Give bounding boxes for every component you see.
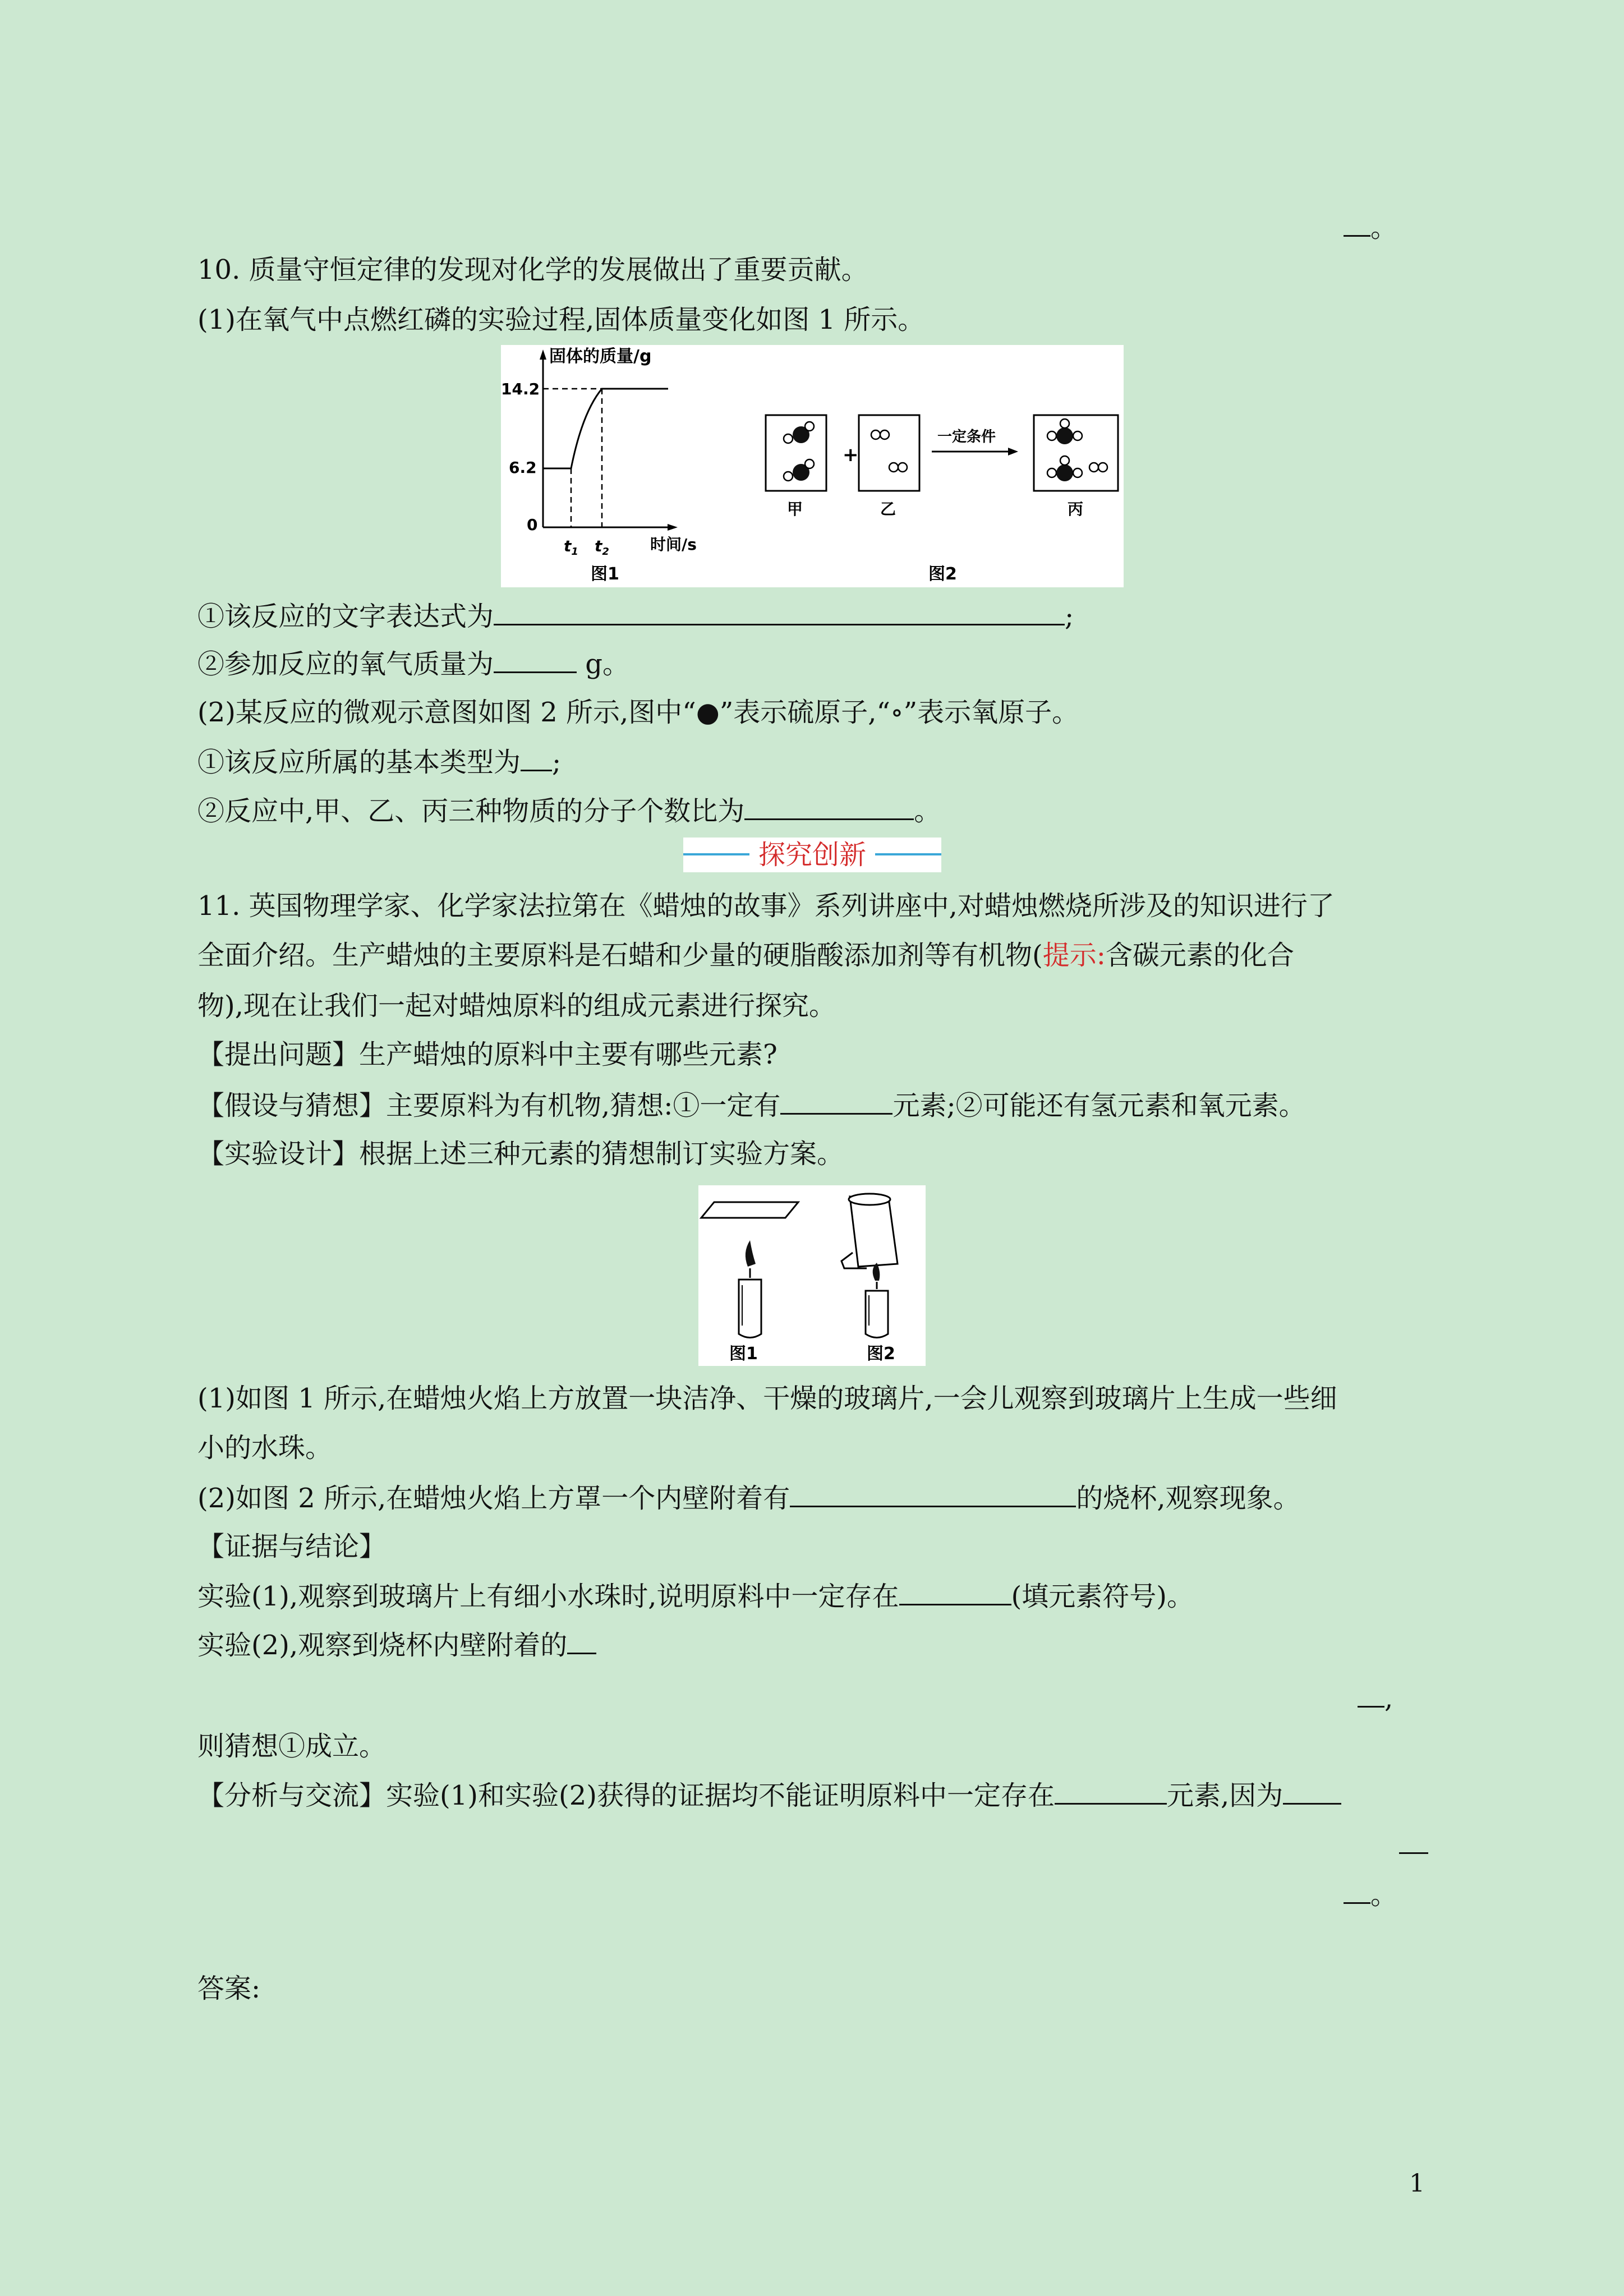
q11-step1-line1: (1)如图 1 所示,在蜡烛火焰上方放置一块洁净、干燥的玻璃片,一会儿观察到玻璃片上生成一些细 — [197, 1383, 1337, 1414]
answer-blank[interactable] — [1344, 210, 1370, 237]
beaker-coating-blank[interactable] — [790, 1481, 1076, 1507]
q10-title: 10. 质量守恒定律的发现对化学的发展做出了重要贡献。 — [197, 254, 868, 286]
q10-1-a: ①该反应的文字表达式为 ; — [197, 599, 1074, 633]
q11-step1-line2: 小的水珠。 — [197, 1432, 333, 1464]
x-tick-t1: $t_1$ — [564, 537, 578, 558]
label-jia: 甲 — [787, 500, 803, 518]
page-number: 1 — [1409, 2169, 1425, 2198]
q11-step2: (2)如图 2 所示,在蜡烛火焰上方罩一个内壁附着有 的烧杯,观察现象。 — [197, 1481, 1300, 1515]
reaction-condition: 一定条件 — [937, 429, 996, 445]
figure2-caption: 图2 — [928, 564, 957, 584]
section-header: 探究创新 — [683, 838, 941, 872]
q11-evidence-1: 实验(1),观察到玻璃片上有细小水珠时,说明原料中一定存在 (填元素符号)。 — [197, 1579, 1194, 1613]
y-axis-label: 固体的质量/g — [549, 347, 652, 366]
element-blank-1[interactable] — [780, 1088, 892, 1115]
label-yi: 乙 — [880, 500, 896, 518]
reason-blank-line2 — [1399, 1828, 1428, 1862]
q10-part2-text: (2)某反应的微观示意图如图 2 所示,图中“●”表示硫原子,“∘”表示氧原子。 — [197, 697, 1079, 728]
element-blank-2[interactable] — [1055, 1778, 1167, 1805]
q11-analysis: 【分析与交流】实验(1)和实验(2)获得的证据均不能证明原料中一定存在 元素,因为 — [197, 1778, 1341, 1812]
y-tick-14-2: 14.2 — [501, 380, 540, 398]
reason-blank-line3: 。 — [1344, 1878, 1397, 1912]
plus-sign: + — [843, 444, 859, 466]
y-tick-0: 0 — [527, 516, 538, 534]
continued-answer-blank: 。 — [1344, 210, 1397, 245]
observation-blank-end: , — [1358, 1681, 1393, 1715]
q10-2-b: ②反应中,甲、乙、丙三种物质的分子个数比为 。 — [197, 794, 941, 828]
molecule-ratio-blank[interactable] — [744, 794, 914, 820]
q11-hypothesis: 【假设与猜想】主要原料为有机物,猜想:①一定有 元素;②可能还有氢元素和氧元素。 — [197, 1088, 1306, 1122]
candle-fig2-caption: 图2 — [867, 1344, 895, 1364]
q10-figure — [501, 345, 1124, 587]
element-symbol-blank[interactable] — [899, 1579, 1011, 1605]
y-tick-6-2: 6.2 — [509, 458, 537, 477]
q11-question: 【提出问题】生产蜡烛的原料中主要有哪些元素? — [197, 1039, 778, 1070]
q11-design: 【实验设计】根据上述三种元素的猜想制订实验方案。 — [197, 1138, 844, 1170]
figure1-caption: 图1 — [591, 564, 619, 584]
answer-label: 答案: — [197, 1973, 261, 2004]
label-bing: 丙 — [1068, 500, 1084, 518]
q11-conclusion: 则猜想①成立。 — [197, 1731, 387, 1762]
candle-fig1-caption: 图1 — [729, 1344, 758, 1364]
candle-figure — [698, 1185, 926, 1366]
q11-line-3: 物),现在让我们一起对蜡烛原料的组成元素进行探究。 — [197, 990, 836, 1022]
reason-blank-continued[interactable] — [1399, 1828, 1428, 1854]
x-axis-label: 时间/s — [650, 535, 697, 554]
glass-plate-setup — [701, 1202, 798, 1364]
q11-line-2: 全面介绍。生产蜡烛的主要原料是石蜡和少量的硬脂酸添加剂等有机物(提示:含碳元素的化合 — [197, 940, 1294, 971]
q10-1-b: ②参加反应的氧气质量为 g。 — [197, 647, 629, 681]
reaction-type-blank[interactable] — [521, 745, 552, 771]
q11-line-1: 11. 英国物理学家、化学家法拉第在《蜡烛的故事》系列讲座中,对蜡烛燃烧所涉及的知识进行了 — [197, 890, 1335, 922]
q11-evidence-2: 实验(2),观察到烧杯内壁附着的 — [197, 1628, 596, 1662]
x-tick-t2: $t_2$ — [595, 537, 609, 558]
oxygen-mass-blank[interactable] — [494, 647, 577, 673]
mass-time-graph — [501, 347, 697, 584]
q10-2-a: ①该反应所属的基本类型为 ; — [197, 745, 561, 779]
q10-part1-text: (1)在氧气中点燃红磷的实验过程,固体质量变化如图 1 所示。 — [197, 304, 925, 335]
hint-label: 提示: — [1042, 940, 1106, 971]
beaker-setup — [841, 1194, 898, 1364]
observation-blank-continued[interactable] — [1358, 1681, 1384, 1708]
micro-reaction-diagram — [766, 415, 1118, 584]
equation-answer-blank[interactable] — [494, 599, 1065, 625]
reason-blank-end[interactable] — [1344, 1878, 1370, 1904]
q11-evidence-heading: 【证据与结论】 — [197, 1531, 387, 1562]
reason-blank[interactable] — [1283, 1778, 1341, 1805]
observation-blank[interactable] — [567, 1628, 596, 1654]
